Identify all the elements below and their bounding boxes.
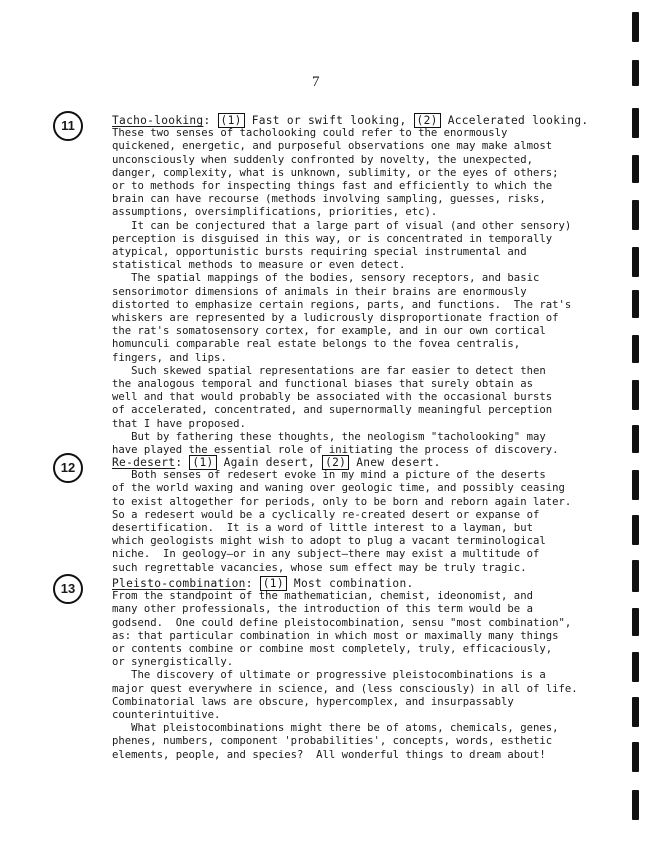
body-line: godsend. One could define pleistocombination, sensu "most combination", [112, 616, 572, 629]
body-line: The spatial mappings of the bodies, sensory receptors, and basic [112, 272, 540, 285]
margin-mark [632, 470, 639, 500]
sense-number: (1) [260, 576, 287, 591]
margin-mark [632, 380, 639, 410]
sense-number: (2) [322, 455, 349, 470]
sense-number: (1) [218, 113, 245, 128]
margin-mark [632, 608, 639, 636]
margin-mark [632, 515, 639, 545]
entry-tacho-looking [112, 114, 588, 457]
entry-pleisto-combination [112, 577, 578, 762]
body-line: perception is disguised in this way, or is concentrated in temporally [112, 232, 553, 245]
entry-term: Tacho-looking [112, 114, 204, 127]
body-line: What pleistocombinations might there be of atoms, chemicals, genes, [112, 722, 559, 735]
margin-mark [632, 425, 639, 453]
body-line: have played the essential role of initiating the process of discovery. [112, 444, 559, 457]
body-line: Combinatorial laws are obscure, hypercomplex, and insurpassably [112, 695, 514, 708]
sense-definition: Again desert, [223, 456, 316, 469]
body-line: distorted to emphasize certain regions, parts, and functions. The rat's [112, 298, 572, 311]
body-line: elements, people, and species? All wonderful things to dream about! [112, 748, 546, 761]
body-line: desertification. It is a word of little interest to a layman, but [112, 522, 533, 535]
entry-number-13: 13 [53, 574, 83, 604]
sense-number: (1) [189, 455, 216, 470]
margin-mark [632, 697, 639, 727]
page-number: 7 [312, 74, 320, 90]
entry-term: Pleisto-combination [112, 577, 246, 590]
margin-mark [632, 290, 639, 318]
body-line: These two senses of tacholooking could refer to the enormously [112, 127, 508, 140]
margin-mark [632, 60, 639, 86]
body-line: whiskers are represented by a ludicrously disproportionate fraction of [112, 312, 559, 325]
body-line: unconsciously when suddenly confronted by novelty, the unexpected, [112, 153, 533, 166]
body-line: From the standpoint of the mathematician, chemist, ideonomist, and [112, 590, 533, 603]
body-line: niche. In geology—or in any subject—there may exist a multitude of [112, 548, 540, 561]
entry-heading: Re-desert: (1) Again desert, (2) Anew desert. [112, 456, 441, 469]
body-line: counterintuitive. [112, 709, 221, 722]
body-line: to exist altogether for periods, only to be born and reborn again later. [112, 495, 572, 508]
body-line: of accelerated, concentrated, and supernormally meaningful perception [112, 404, 553, 417]
margin-mark [632, 742, 639, 772]
body-line: well and that would probably be associated with the occasional bursts [112, 391, 553, 404]
body-line: The discovery of ultimate or progressive pleistocombinations is a [112, 669, 546, 682]
body-line: which geologists might wish to adopt to plug a vacant terminological [112, 535, 546, 548]
margin-mark [632, 652, 639, 682]
margin-mark [632, 335, 639, 363]
margin-mark [632, 12, 639, 42]
margin-mark [632, 155, 639, 183]
body-line: It can be conjectured that a large part of visual (and other sensory) [112, 219, 572, 232]
sense-number: (2) [414, 113, 441, 128]
entry-term: Re-desert [112, 456, 176, 469]
body-line: phenes, numbers, component 'probabilities', concepts, words, esthetic [112, 735, 553, 748]
entry-number-12: 12 [53, 453, 83, 483]
entry-re-desert [112, 456, 571, 575]
body-line: atypical, opportunistic bursts requiring special instrumental and [112, 246, 527, 259]
body-line: danger, complexity, what is unknown, sublimity, or the eyes of others; [112, 166, 559, 179]
sense-definition: Anew desert. [356, 456, 441, 469]
body-line: Both senses of redesert evoke in my mind a picture of the deserts [112, 469, 546, 482]
body-line: that I have proposed. [112, 417, 246, 430]
entry-number-11: 11 [53, 111, 83, 141]
body-line: as: that particular combination in which most or maximally many things [112, 629, 559, 642]
body-line: assumptions, oversimplifications, priorities, etc). [112, 206, 438, 219]
body-line: brain can have recourse (methods involving sampling, guesses, risks, [112, 193, 546, 206]
body-line: quickened, energetic, and purposeful observations one may make almost [112, 140, 553, 153]
body-line: Such skewed spatial representations are far easier to detect then [112, 364, 546, 377]
body-line: homunculi comparable real estate belongs to the fovea centralis, [112, 338, 521, 351]
entry-heading: Tacho-looking: (1) Fast or swift looking, (2) Accelerated looking. [112, 114, 589, 127]
body-line: of the world waxing and waning over geologic time, and possibly ceasing [112, 482, 565, 495]
margin-mark [632, 247, 639, 277]
sense-definition: Most combination. [293, 577, 414, 590]
body-line: sensorimotor dimensions of animals in their brains are enormously [112, 285, 527, 298]
body-line: or to methods for inspecting things fast and efficiently to which the [112, 180, 553, 193]
body-line: or contents combine or combine most completely, truly, efficaciously, [112, 643, 553, 656]
entry-heading: Pleisto-combination: (1) Most combination. [112, 577, 414, 590]
body-line: such regrettable vacancies, whose sum effect may be truly tragic. [112, 561, 527, 574]
body-line: the rat's somatosensory cortex, for example, and in our own cortical [112, 325, 546, 338]
margin-mark [632, 560, 639, 592]
margin-mark [632, 790, 639, 820]
body-line: or synergistically. [112, 656, 234, 669]
body-line: fingers, and lips. [112, 351, 227, 364]
body-line: So a redesert would be a cyclically re-created desert or expanse of [112, 508, 540, 521]
margin-mark [632, 200, 639, 230]
sense-definition: Accelerated looking. [447, 114, 589, 127]
margin-mark [632, 108, 639, 138]
body-line: major quest everywhere in science, and (less consciously) in all of life. [112, 682, 578, 695]
body-line: statistical methods to measure or even detect. [112, 259, 406, 272]
body-line: But by fathering these thoughts, the neologism "tacholooking" may [112, 430, 546, 443]
sense-definition: Fast or swift looking, [251, 114, 407, 127]
body-line: the analogous temporal and functional biases that surely obtain as [112, 378, 533, 391]
body-line: many other professionals, the introduction of this term would be a [112, 603, 533, 616]
